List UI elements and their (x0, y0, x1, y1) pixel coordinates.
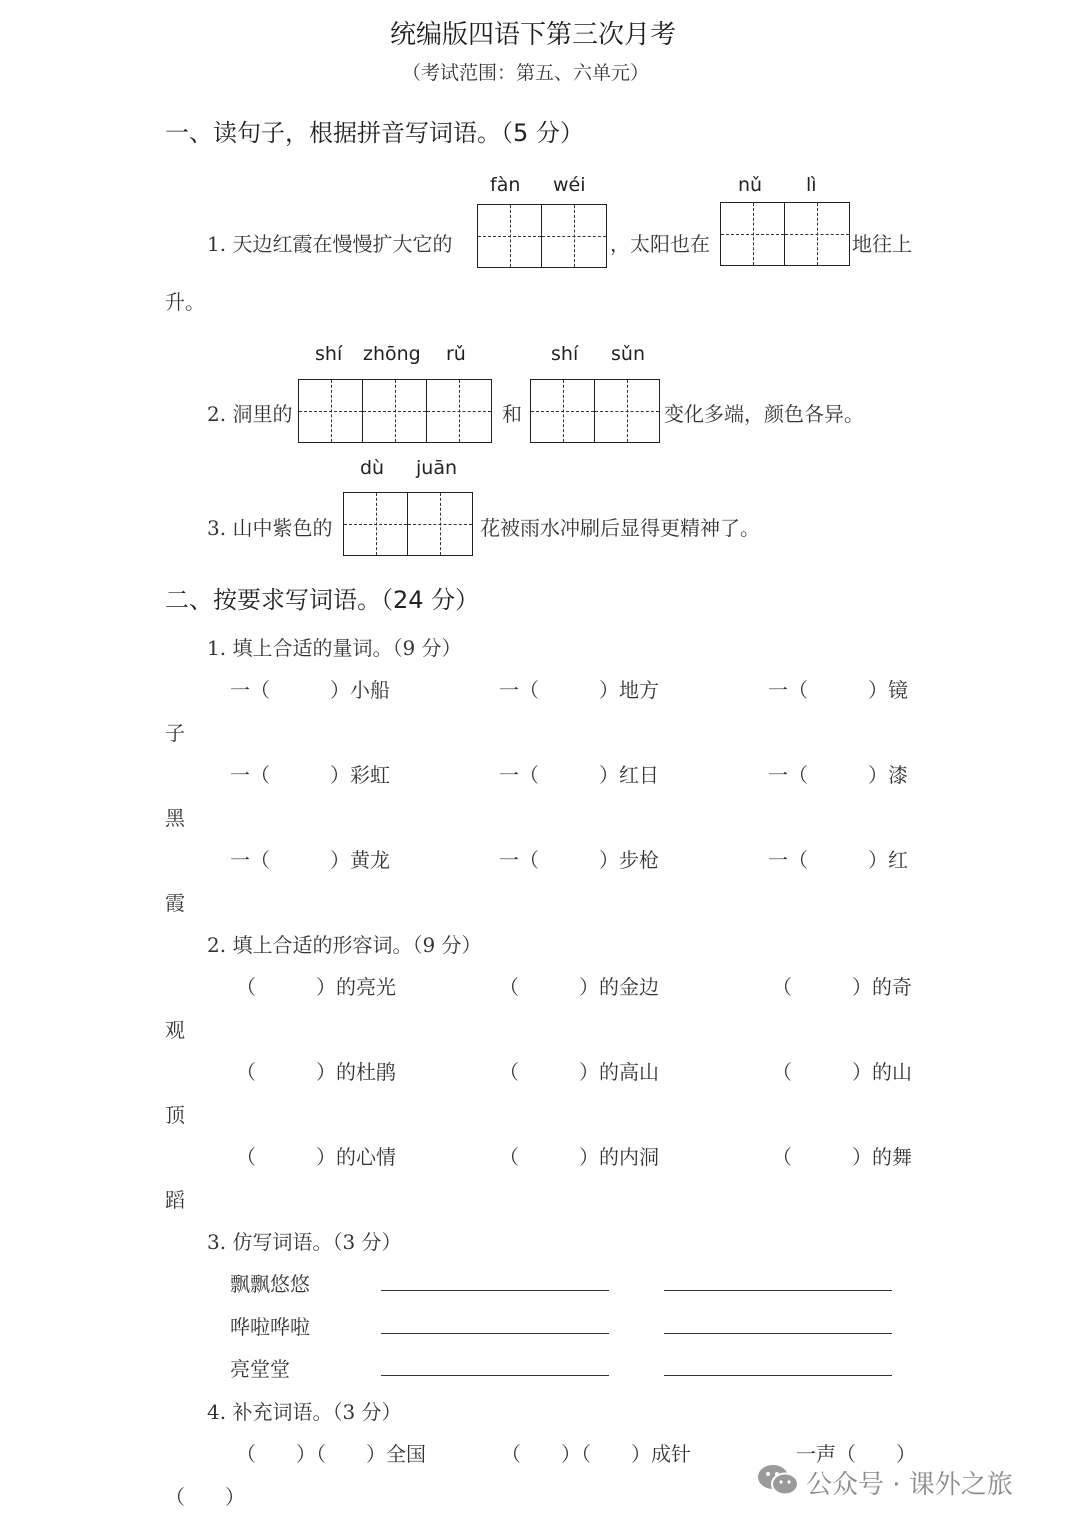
writing-cell[interactable] (427, 380, 491, 442)
subquestion-title: 4. 补充词语。（3 分） (207, 1400, 402, 1424)
fill-wrap: 子 (165, 721, 185, 745)
fill-wrap: 顶 (165, 1103, 185, 1127)
page-title: 统编版四语下第三次月考 (390, 20, 677, 50)
fill-item[interactable]: 一（ ）红 (768, 848, 908, 872)
watermark-text: 公众号 · 课外之旅 (806, 1470, 1013, 1500)
writing-cell[interactable] (721, 203, 785, 265)
page-subtitle: （考试范围：第五、六单元） (402, 62, 650, 84)
pinyin: rǔ (446, 343, 466, 365)
fill-item[interactable]: （ ）的舞 (772, 1145, 912, 1169)
example-word: 飘飘悠悠 (230, 1272, 310, 1296)
fill-item[interactable]: （ ）的金边 (499, 975, 659, 999)
writing-grid[interactable] (298, 379, 492, 443)
fill-item[interactable]: 一（ ）地方 (499, 678, 659, 702)
writing-grid[interactable] (530, 379, 660, 443)
answer-line[interactable] (664, 1375, 892, 1376)
question-text: 变化多端，颜色各异。 (664, 402, 864, 426)
answer-line[interactable] (381, 1375, 609, 1376)
pinyin: dù (360, 457, 385, 479)
fill-item[interactable]: （ ）的内洞 (499, 1145, 659, 1169)
fill-wrap: 黑 (165, 806, 185, 830)
fill-item[interactable]: 一（ ）红日 (499, 763, 659, 787)
subquestion-title: 3. 仿写词语。（3 分） (207, 1230, 402, 1254)
writing-cell[interactable] (344, 493, 408, 555)
question-text: 和 (502, 402, 522, 426)
fill-item[interactable]: 一（ ）镜 (768, 678, 908, 702)
fill-item[interactable]: （ ）的山 (772, 1060, 912, 1084)
subquestion-title: 1. 填上合适的量词。（9 分） (207, 636, 462, 660)
example-word: 亮堂堂 (230, 1357, 290, 1381)
pinyin: zhōng (363, 343, 421, 365)
pinyin: sǔn (611, 343, 645, 365)
writing-grid[interactable] (343, 492, 473, 556)
example-word: 哗啦哗啦 (230, 1315, 310, 1339)
writing-cell[interactable] (299, 380, 363, 442)
fill-item[interactable]: （ ）的高山 (499, 1060, 659, 1084)
pinyin: lì (806, 174, 817, 196)
section2-heading: 二、按要求写词语。（24 分） (165, 586, 480, 614)
writing-cell[interactable] (595, 380, 659, 442)
pinyin: shí (551, 343, 579, 365)
question-text: 花被雨水冲刷后显得更精神了。 (480, 516, 760, 540)
fill-wrap: 霞 (165, 891, 185, 915)
question-text: 地往上 (852, 232, 912, 256)
fill-item[interactable]: （ ）的亮光 (236, 975, 396, 999)
fill-item[interactable]: （ ）（ ）全国 (236, 1442, 426, 1466)
fill-item[interactable]: （ ）（ ）成针 (501, 1442, 691, 1466)
pinyin: fàn (490, 174, 521, 196)
fill-item[interactable]: 一（ ）步枪 (499, 848, 659, 872)
fill-item[interactable]: （ ）的杜鹃 (236, 1060, 396, 1084)
fill-wrap: 观 (165, 1018, 185, 1042)
fill-wrap: 蹈 (165, 1188, 185, 1212)
fill-item[interactable]: 一（ ）漆 (768, 763, 908, 787)
fill-item[interactable]: 一（ ）小船 (230, 678, 390, 702)
answer-line[interactable] (381, 1290, 609, 1291)
fill-item[interactable]: （ ）的奇 (772, 975, 912, 999)
fill-item[interactable]: （ ）的心情 (236, 1145, 396, 1169)
question-text: 升。 (165, 290, 205, 314)
section1-heading: 一、读句子，根据拼音写词语。（5 分） (165, 119, 584, 147)
writing-grid[interactable] (720, 202, 850, 266)
fill-item[interactable]: 一（ ）彩虹 (230, 763, 390, 787)
writing-cell[interactable] (542, 205, 606, 267)
fill-wrap[interactable]: （ ） (165, 1485, 245, 1509)
question-text: 2. 洞里的 (207, 402, 293, 426)
fill-item[interactable]: 一（ ）黄龙 (230, 848, 390, 872)
fill-item[interactable]: 一声（ ） (796, 1442, 916, 1466)
pinyin: shí (315, 343, 343, 365)
answer-line[interactable] (664, 1333, 892, 1334)
pinyin: wéi (553, 174, 586, 196)
writing-cell[interactable] (531, 380, 595, 442)
subquestion-title: 2. 填上合适的形容词。（9 分） (207, 933, 482, 957)
wechat-icon (756, 1462, 800, 1498)
writing-cell[interactable] (363, 380, 427, 442)
writing-cell[interactable] (478, 205, 542, 267)
question-text: 3. 山中紫色的 (207, 516, 333, 540)
answer-line[interactable] (664, 1290, 892, 1291)
pinyin: juān (416, 457, 458, 479)
writing-cell[interactable] (408, 493, 472, 555)
writing-grid[interactable] (477, 204, 607, 268)
pinyin: nǔ (738, 174, 763, 196)
question-text: ，太阳也在 (610, 232, 710, 256)
question-text: 1. 天边红霞在慢慢扩大它的 (207, 232, 453, 256)
answer-line[interactable] (381, 1333, 609, 1334)
writing-cell[interactable] (785, 203, 849, 265)
